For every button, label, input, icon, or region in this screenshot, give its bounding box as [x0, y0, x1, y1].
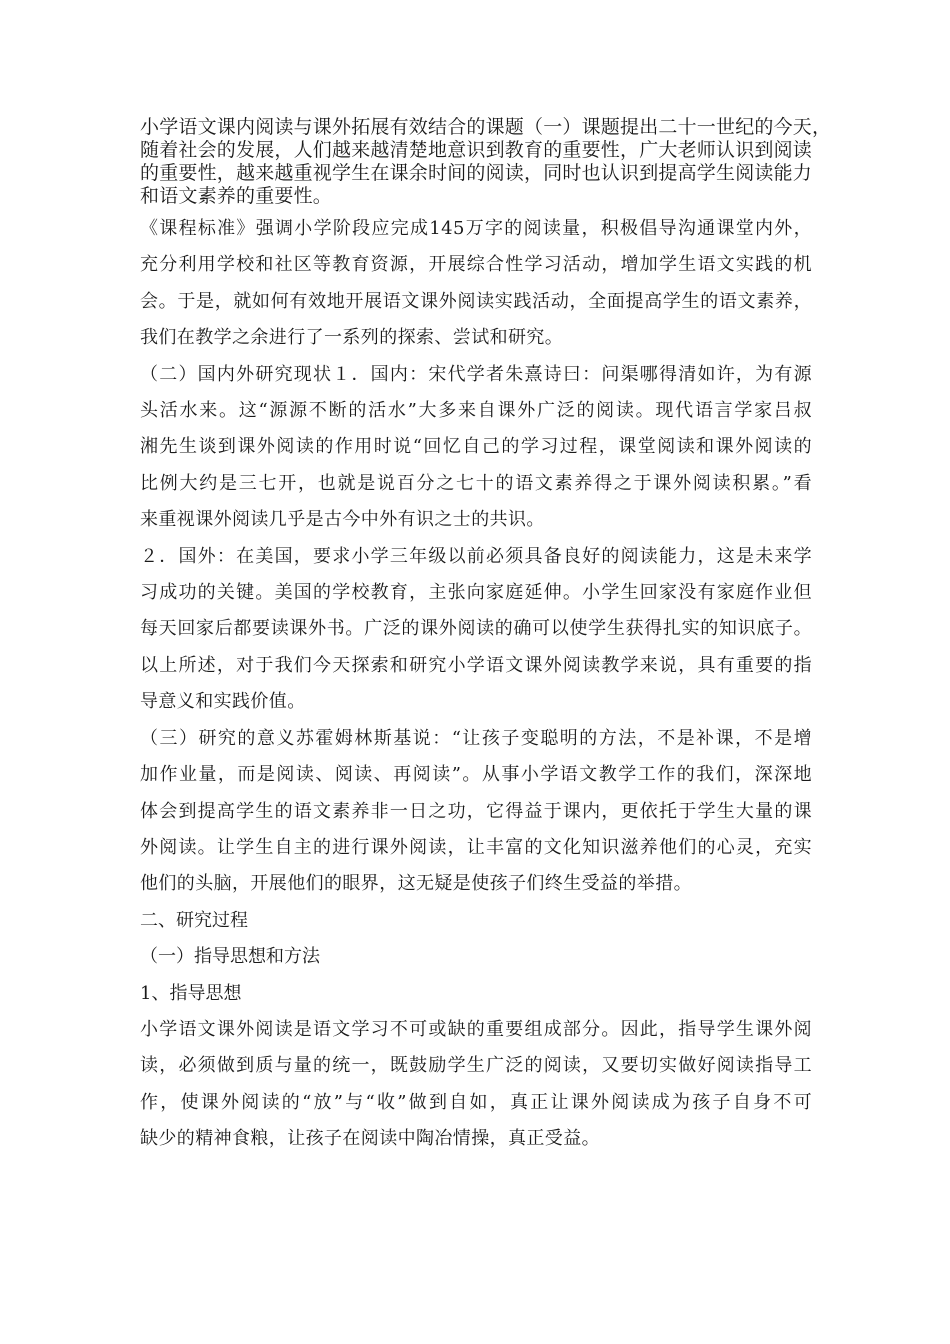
text-line: 加作业量，而是阅读、阅读、再阅读”。从事小学语文教学工作的我们，深深地 [140, 764, 812, 786]
text-line: 小学语文课外阅读是语文学习不可或缺的重要组成部分。因此，指导学生课外阅 [140, 1018, 812, 1040]
text-line: 会。于是，就如何有效地开展语文课外阅读实践活动，全面提高学生的语文素养， [140, 290, 812, 312]
text-line: 和语文素养的重要性。 [140, 185, 333, 207]
text-line: 他们的头脑，开展他们的眼界，这无疑是使孩子们终生受益的举措。 [140, 873, 692, 895]
text-line: （三）研究的意义苏霍姆林斯基说：“让孩子变聪明的方法，不是补课，不是增 [140, 727, 812, 749]
text-line: 每天回家后都要读课外书。广泛的课外阅读的确可以使学生获得扎实的知识底子。 [140, 618, 812, 640]
text-line: 头活水来。这“源源不断的活水”大多来自课外广泛的阅读。现代语言学家吕叔 [140, 400, 812, 422]
guiding-thought-paragraph [140, 1012, 812, 1158]
research-significance-paragraph [140, 721, 812, 903]
text-line: 读，必须做到质与量的统一，既鼓励学生广泛的阅读，又要切实做好阅读指导工 [140, 1055, 812, 1077]
curriculum-standard-paragraph [140, 211, 812, 357]
text-line: 导意义和实践价值。 [140, 691, 306, 713]
text-line: （二）国内外研究现状１．国内：宋代学者朱熹诗曰：问渠哪得清如许，为有源 [140, 363, 812, 385]
intro-paragraph [140, 116, 832, 208]
text-line: 外阅读。让学生自主的进行课外阅读，让丰富的文化知识滋养他们的心灵，充实 [140, 836, 812, 858]
text-line: 随着社会的发展，人们越来越清楚地意识到教育的重要性，广大老师认识到阅读 [140, 139, 813, 161]
text-line: 作，使课外阅读的“放”与“收”做到自如，真正让课外阅读成为孩子自身不可 [140, 1091, 812, 1113]
text-line: 缺少的精神食粮，让孩子在阅读中陶冶情操，真正受益。 [140, 1128, 600, 1150]
text-line: 的重要性，越来越重视学生在课余时间的阅读，同时也认识到提高学生阅读能力 [140, 162, 813, 184]
subsection-heading-guidance: （一）指导思想和方法 [140, 946, 320, 968]
text-line: 以上所述，对于我们今天探索和研究小学语文课外阅读教学来说，具有重要的指 [140, 654, 812, 676]
text-line: 来重视课外阅读几乎是古今中外有识之士的共识。 [140, 509, 545, 531]
text-line: 湘先生谈到课外阅读的作用时说“回忆自己的学习过程，课堂阅读和课外阅读的 [140, 436, 812, 458]
text-line: 体会到提高学生的语文素养非一日之功，它得益于课内，更依托于学生大量的课 [140, 800, 812, 822]
text-line: 比例大约是三七开，也就是说百分之七十的语文素养得之于课外阅读积累。”看 [140, 472, 812, 494]
subsection-heading-guiding-thought: 1、指导思想 [140, 982, 242, 1004]
text-line: 《课程标准》强调小学阶段应完成145万字的阅读量，积极倡导沟通课堂内外， [140, 218, 812, 239]
text-line: 我们在教学之余进行了一系列的探索、尝试和研究。 [140, 327, 564, 349]
text-line: 习成功的关键。美国的学校教育，主张向家庭延伸。小学生回家没有家庭作业但 [140, 582, 812, 604]
text-line: 充分利用学校和社区等教育资源，开展综合性学习活动，增加学生语文实践的机 [140, 254, 812, 276]
text-line: 小学语文课内阅读与课外拓展有效结合的课题（一）课题提出二十一世纪的今天， [140, 116, 832, 138]
foreign-research-paragraph [140, 539, 812, 721]
text-line: ２．国外：在美国，要求小学三年级以前必须具备良好的阅读能力，这是未来学 [140, 545, 812, 567]
document-body [140, 116, 832, 1158]
domestic-research-paragraph [140, 357, 812, 539]
section-heading-research-process: 二、研究过程 [140, 909, 248, 931]
